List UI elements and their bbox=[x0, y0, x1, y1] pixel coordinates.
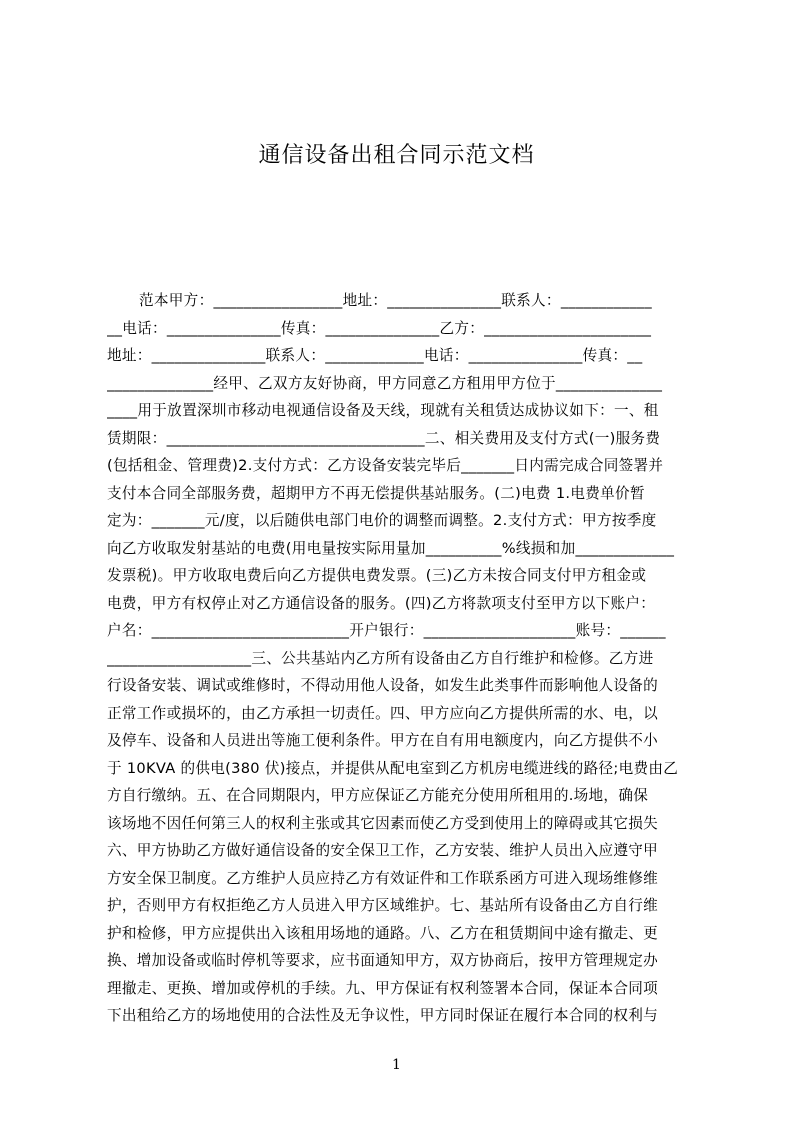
contract-line: 正常工作或损坏的，由乙方承担一切责任。四、甲方应向乙方提供所需的水、电，以 bbox=[107, 704, 659, 722]
contract-line: 定为：_______元/度，以后随供电部门电价的调整而调整。2.支付方式：甲方按季度 bbox=[107, 512, 657, 529]
contract-line: 护和检修，甲方应提供出入该租用场地的通路。八、乙方在租赁期间中途有撤走、更 bbox=[107, 924, 659, 942]
contract-line: 于 10KVA 的供电(380 伏)接点，并提供从配电室到乙方机房电缆进线的路径;电费由乙 bbox=[107, 759, 679, 777]
contract-line: 及停车、设备和人员进出等施工便利条件。甲方在自有用电额度内，向乙方提供不小 bbox=[107, 732, 659, 749]
contract-line: 赁期限：__________________________________二、相关费用及支付方式(一)服务费 bbox=[107, 429, 661, 447]
contract-line: 支付本合同全部服务费，超期甲方不再无偿提供基站服务。(二)电费 1.电费单价暂 bbox=[107, 484, 645, 502]
contract-line: 该场地不因任何第三人的权利主张或其它因素而使乙方受到使用上的障碍或其它损失 bbox=[107, 814, 659, 832]
contract-line: 户名：__________________________开户银行：____________________账号：______ bbox=[107, 622, 666, 639]
contract-line: 六、甲方协助乙方做好通信设备的安全保卫工作，乙方安装、维护人员出入应遵守甲 bbox=[107, 842, 659, 859]
contract-line: __电话：_______________传真：_______________乙方：______________________ bbox=[107, 319, 652, 337]
contract-line: 发票税)。甲方收取电费后向乙方提供电费发票。(三)乙方未按合同支付甲方租金或 bbox=[107, 567, 647, 584]
contract-line: 范本甲方：_________________地址：_______________联系人：____________ bbox=[139, 292, 652, 309]
contract-line: 换、增加设备或临时停机等要求，应书面通知甲方，双方协商后，按甲方管理规定办 bbox=[107, 952, 659, 969]
contract-line: 方自行缴纳。五、在合同期限内，甲方应保证乙方能充分使用所租用的.场地，确保 bbox=[107, 787, 649, 804]
contract-line: 地址：_______________联系人：_____________电话：_______________传真：__ bbox=[107, 347, 643, 364]
contract-line: 电费，甲方有权停止对乙方通信设备的服务。(四)乙方将款项支付至甲方以下账户： bbox=[107, 594, 656, 612]
contract-body bbox=[107, 290, 699, 1033]
contract-line: (包括租金、管理费)2.支付方式：乙方设备安装完毕后_______日内需完成合同签署并 bbox=[107, 457, 664, 474]
contract-line: 护，否则甲方有权拒绝乙方人员进入甲方区域维护。七、基站所有设备由乙方自行维 bbox=[107, 897, 659, 914]
contract-line: ____用于放置深圳市移动电视通信设备及天线，现就有关租赁达成协议如下：一、租 bbox=[107, 402, 659, 419]
contract-line: 方安全保卫制度。乙方维护人员应持乙方有效证件和工作联系函方可进入现场维修维 bbox=[107, 869, 659, 887]
document-title: 通信设备出租合同示范文档 bbox=[258, 143, 535, 168]
contract-line: ___________________三、公共基站内乙方所有设备由乙方自行维护和检修。乙方进 bbox=[107, 649, 654, 667]
contract-line: 行设备安装、调试或维修时，不得动用他人设备，如发生此类事件而影响他人设备的 bbox=[107, 677, 659, 694]
page-number: 1 bbox=[392, 1057, 401, 1073]
contract-line: 下出租给乙方的场地使用的合法性及无争议性，甲方同时保证在履行本合同的权利与 bbox=[107, 1007, 659, 1024]
contract-line: 理撤走、更换、增加或停机的手续。九、甲方保证有权利签署本合同，保证本合同项 bbox=[107, 979, 659, 997]
contract-line: 向乙方收取发射基站的电费(用电量按实际用量加__________%线损和加_____________ bbox=[107, 539, 675, 557]
contract-line: ______________经甲、乙双方友好协商，甲方同意乙方租用甲方位于______________ bbox=[107, 374, 663, 392]
